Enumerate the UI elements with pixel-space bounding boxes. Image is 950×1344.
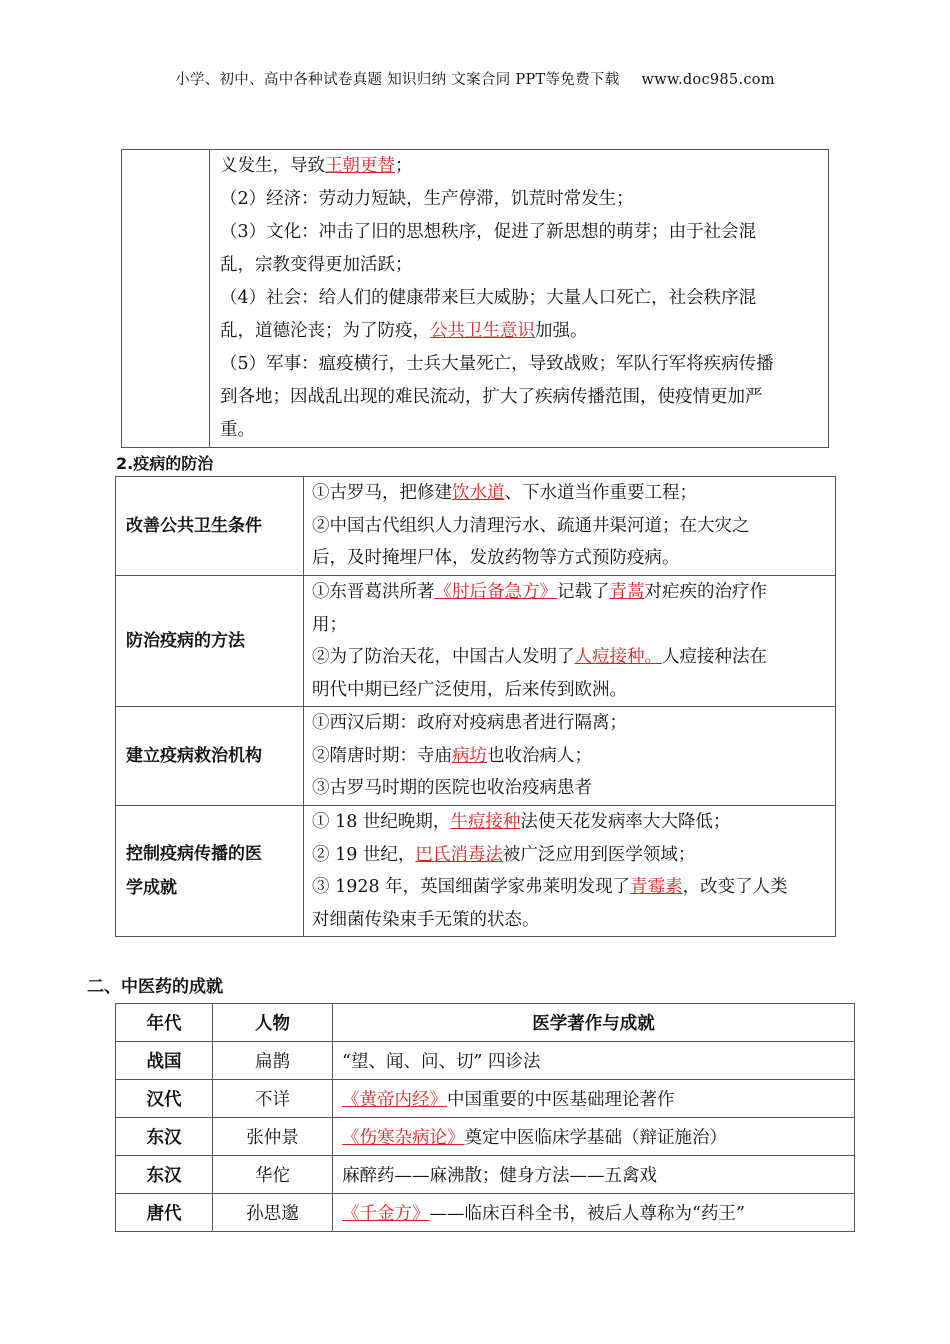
impact-table [121,149,829,448]
keyword: 《黄帝内经》 [342,1090,447,1110]
impact-line: 义发生，导致王朝更替； [220,156,413,176]
person-cell: 扁鹊 [213,1042,333,1080]
header-text: 小学、初中、高中各种试卷真题 知识归纳 文案合同 PPT等免费下载 [175,72,620,88]
table-row [116,1156,855,1194]
era-cell: 东汉 [116,1156,213,1194]
person-cell: 不详 [213,1080,333,1118]
row-label: 控制疫病传播的医 学成就 [116,806,304,937]
header-url[interactable]: www.doc985.com [641,72,775,88]
impact-line: （2）经济：劳动力短缺，生产停滞，饥荒时常发生； [220,189,634,209]
keyword: 饮水道 [452,483,505,504]
keyword: 病坊 [452,745,487,766]
achievement-cell: “望、闻、问、切” 四诊法 [333,1042,855,1080]
keyword: 牛痘接种 [450,812,521,832]
person-cell: 孙思邈 [213,1194,333,1232]
impact-line: （4）社会：给人们的健康带来巨大威胁；大量人口死亡，社会秩序混 [220,288,757,308]
table-row [116,477,836,576]
table-header-row [116,1004,855,1042]
header-person: 人物 [213,1004,333,1042]
achievement-cell: 麻醉药——麻沸散；健身方法——五禽戏 [333,1156,855,1194]
impact-content-cell [210,150,829,448]
era-cell: 东汉 [116,1118,213,1156]
keyword: 公共卫生意识 [430,321,535,341]
keyword: 巴氏消毒法 [415,844,503,865]
keyword: 人痘接种。 [574,647,662,667]
page-header [0,68,950,89]
tcm-table [115,1003,855,1232]
achievement-cell: 《千金方》——临床百科全书，被后人尊称为“药王” [333,1194,855,1232]
table-row [116,1080,855,1118]
keyword: 《伤寒杂病论》 [342,1128,465,1148]
row-label: 建立疫病救治机构 [116,707,304,806]
prevention-table [115,476,836,937]
era-cell: 唐代 [116,1194,213,1232]
table-row [116,806,836,937]
keyword: 《肘后备急方》 [434,582,557,602]
achievement-cell: 《伤寒杂病论》奠定中医临床学基础（辩证施治） [333,1118,855,1156]
impact-line: 乱，道德沦丧；为了防疫，公共卫生意识加强。 [220,321,588,341]
impact-line: 到各地；因战乱出现的难民流动，扩大了疾病传播范围，使疫情更加严 [220,387,763,407]
keyword: 《千金方》 [342,1204,430,1224]
achievement-cell: 《黄帝内经》中国重要的中医基础理论著作 [333,1080,855,1118]
section-title-tcm: 二、中医药的成就 [87,977,223,997]
row-content: ①古罗马，把修建饮水道、下水道当作重要工程； ②中国古代组织人力清理污水、疏通井渠河道；在大灾之 后，及时掩埋尸体，发放药物等方式预防疫病。 [304,477,836,576]
table-row [116,1118,855,1156]
impact-line: （5）军事：瘟疫横行，士兵大量死亡，导致战败；军队行军将疾病传播 [220,354,774,374]
row-content: ①西汉后期：政府对疫病患者进行隔离； ②隋唐时期：寺庙病坊也收治病人； ③古罗马时期的医院也收治疫病患者 [304,707,836,806]
era-cell: 汉代 [116,1080,213,1118]
era-cell: 战国 [116,1042,213,1080]
row-label: 改善公共卫生条件 [116,477,304,576]
keyword: 青蒿 [609,582,645,602]
person-cell: 华佗 [213,1156,333,1194]
impact-line: 重。 [220,420,255,440]
section-title-prevention: 2.疫病的防治 [116,454,214,473]
impact-line: 乱，宗教变得更加活跃； [220,255,413,275]
person-cell: 张仲景 [213,1118,333,1156]
row-label: 防治疫病的方法 [116,576,304,707]
table-row [116,1042,855,1080]
keyword: 王朝更替 [325,156,395,176]
header-achievement: 医学著作与成就 [333,1004,855,1042]
impact-line: （3）文化：冲击了旧的思想秩序，促进了新思想的萌芽；由于社会混 [220,222,757,242]
impact-label-cell [122,150,210,448]
table-row [116,707,836,806]
row-content: ① 18 世纪晚期，牛痘接种法使天花发病率大大降低； ② 19 世纪，巴氏消毒法被广泛应用到医学领域； ③ 1928 年，英国细菌学家弗莱明发现了青霉素，改变了人类 对细菌传染束手无策的状态。 [304,806,836,937]
header-era: 年代 [116,1004,213,1042]
table-row [116,576,836,707]
row-content: ①东晋葛洪所著《肘后备急方》记载了青蒿对疟疾的治疗作 用； ②为了防治天花，中国古人发明了人痘接种。人痘接种法在 明代中期已经广泛使用，后来传到欧洲。 [304,576,836,707]
table-row [116,1194,855,1232]
keyword: 青霉素 [630,877,683,897]
